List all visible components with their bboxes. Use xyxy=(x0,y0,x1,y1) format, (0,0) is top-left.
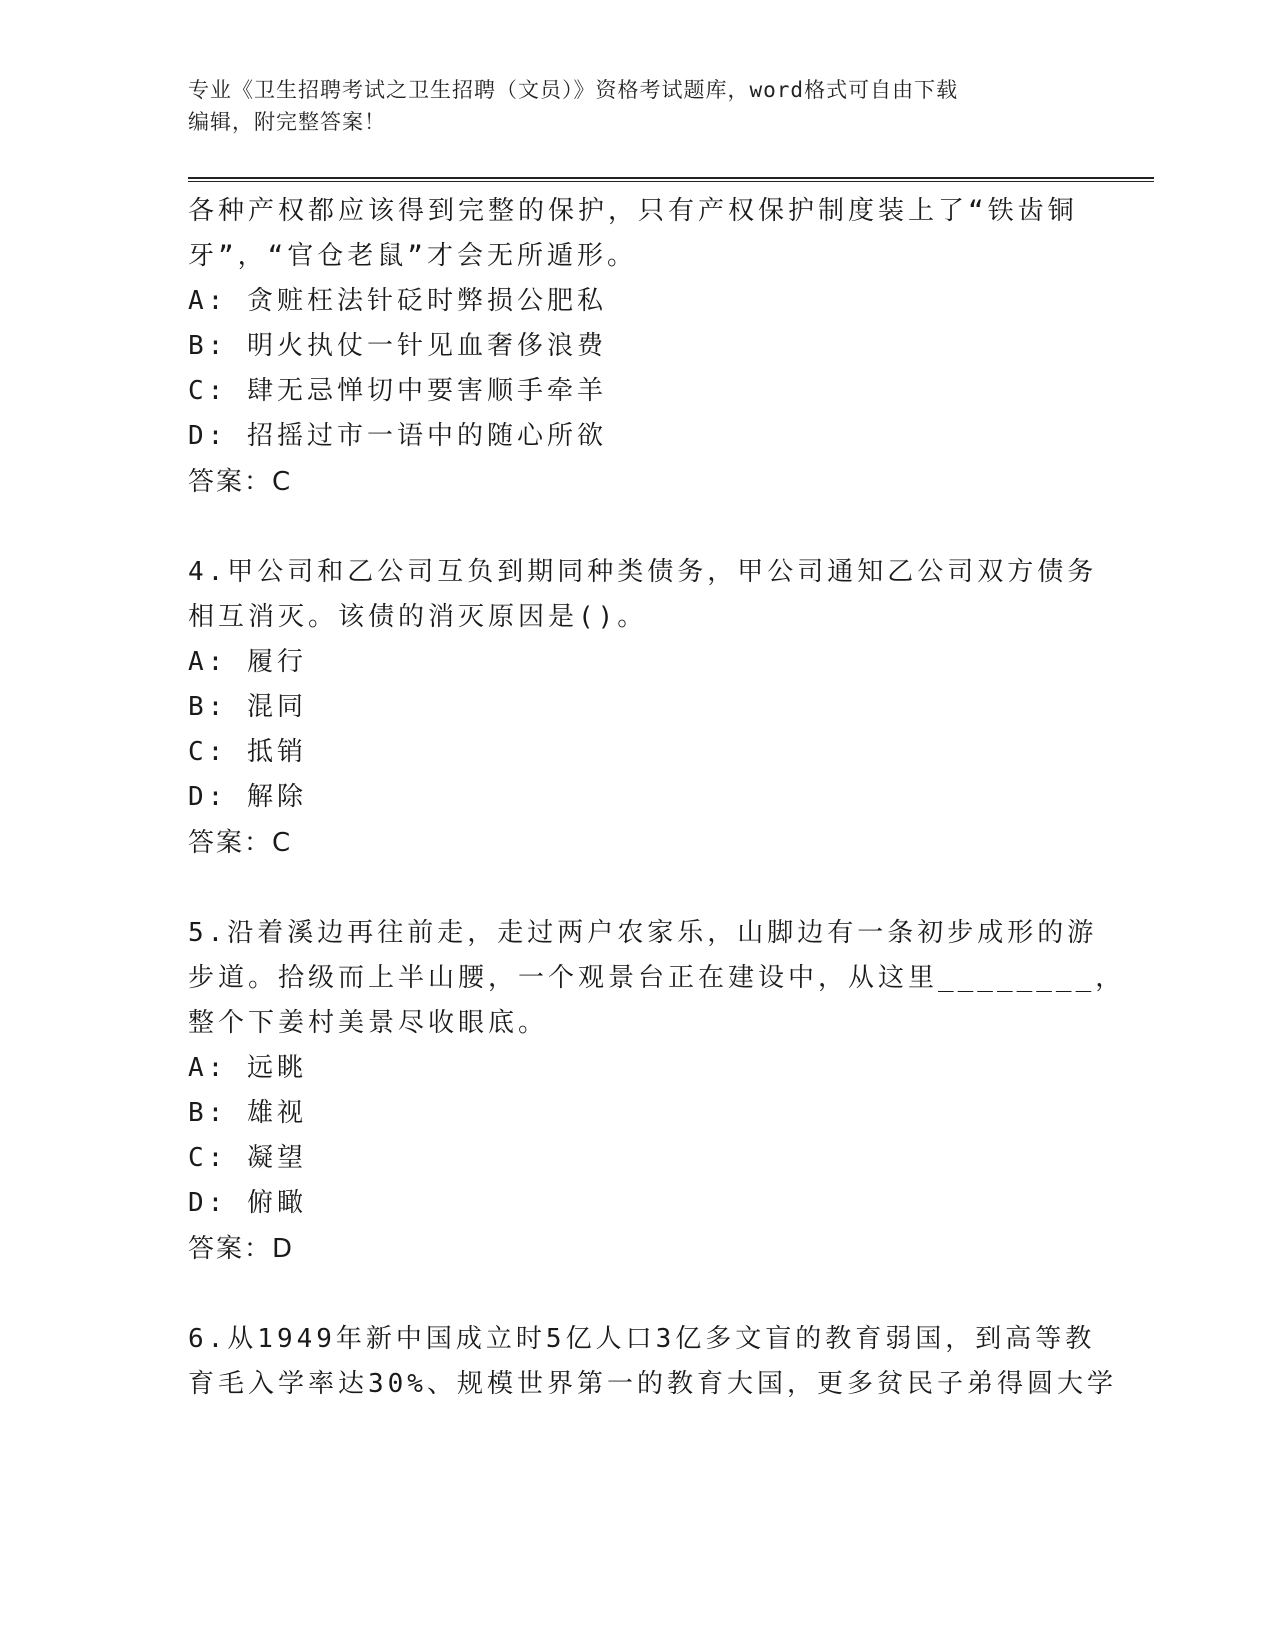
page-header xyxy=(188,74,1068,138)
option-d: D: 俯瞰 xyxy=(188,1188,307,1218)
option-c: C: 抵销 xyxy=(188,737,307,767)
question-5 xyxy=(188,911,1126,1272)
question-stem-line: 相互消灭。该债的消灭原因是()。 xyxy=(188,602,648,632)
question-stem-line: 整个下姜村美景尽收眼底。 xyxy=(188,1008,549,1038)
question-stem-line: 牙”，“官仓老鼠”才会无所遁形。 xyxy=(188,241,637,271)
question-stem-line: 育毛入学率达30%、规模世界第一的教育大国，更多贫民子弟得圆大学 xyxy=(188,1369,1117,1399)
question-3 xyxy=(188,189,1088,505)
question-stem-line: 6.从1949年新中国成立时5亿人口3亿多文盲的教育弱国，到高等教 xyxy=(188,1324,1096,1354)
answer-line: 答案：C xyxy=(188,467,293,497)
option-d: D: 解除 xyxy=(188,782,307,812)
option-d: D: 招摇过市一语中的随心所欲 xyxy=(188,421,607,451)
question-4 xyxy=(188,550,1098,866)
option-c: C: 凝望 xyxy=(188,1143,307,1173)
spacer xyxy=(188,1272,1088,1317)
option-b: B: 混同 xyxy=(188,692,307,722)
option-c: C: 肆无忌惮切中要害顺手牵羊 xyxy=(188,376,607,406)
option-b: B: 雄视 xyxy=(188,1098,307,1128)
question-stem-line: 4.甲公司和乙公司互负到期同种类债务，甲公司通知乙公司双方债务 xyxy=(188,557,1098,587)
answer-line: 答案：C xyxy=(188,828,293,858)
header-divider xyxy=(188,177,1154,182)
question-stem-line: 5.沿着溪边再往前走，走过两户农家乐，山脚边有一条初步成形的游 xyxy=(188,918,1098,948)
question-content xyxy=(188,189,1126,1407)
question-stem-line: 步道。拾级而上半山腰，一个观景台正在建设中，从这里________， xyxy=(188,963,1126,993)
spacer xyxy=(188,866,1088,911)
header-line-2: 编辑，附完整答案！ xyxy=(188,110,386,134)
question-6 xyxy=(188,1317,1117,1407)
header-line-1: 专业《卫生招聘考试之卫生招聘（文员）》资格考试题库，word格式可自由下载 xyxy=(188,78,959,102)
option-b: B: 明火执仗一针见血奢侈浪费 xyxy=(188,331,607,361)
spacer xyxy=(188,505,1088,550)
answer-line: 答案：D xyxy=(188,1234,295,1264)
option-a: A: 履行 xyxy=(188,647,307,677)
question-stem-line: 各种产权都应该得到完整的保护，只有产权保护制度装上了“铁齿铜 xyxy=(188,196,1078,226)
option-a: A: 贪赃枉法针砭时弊损公肥私 xyxy=(188,286,607,316)
option-a: A: 远眺 xyxy=(188,1053,307,1083)
